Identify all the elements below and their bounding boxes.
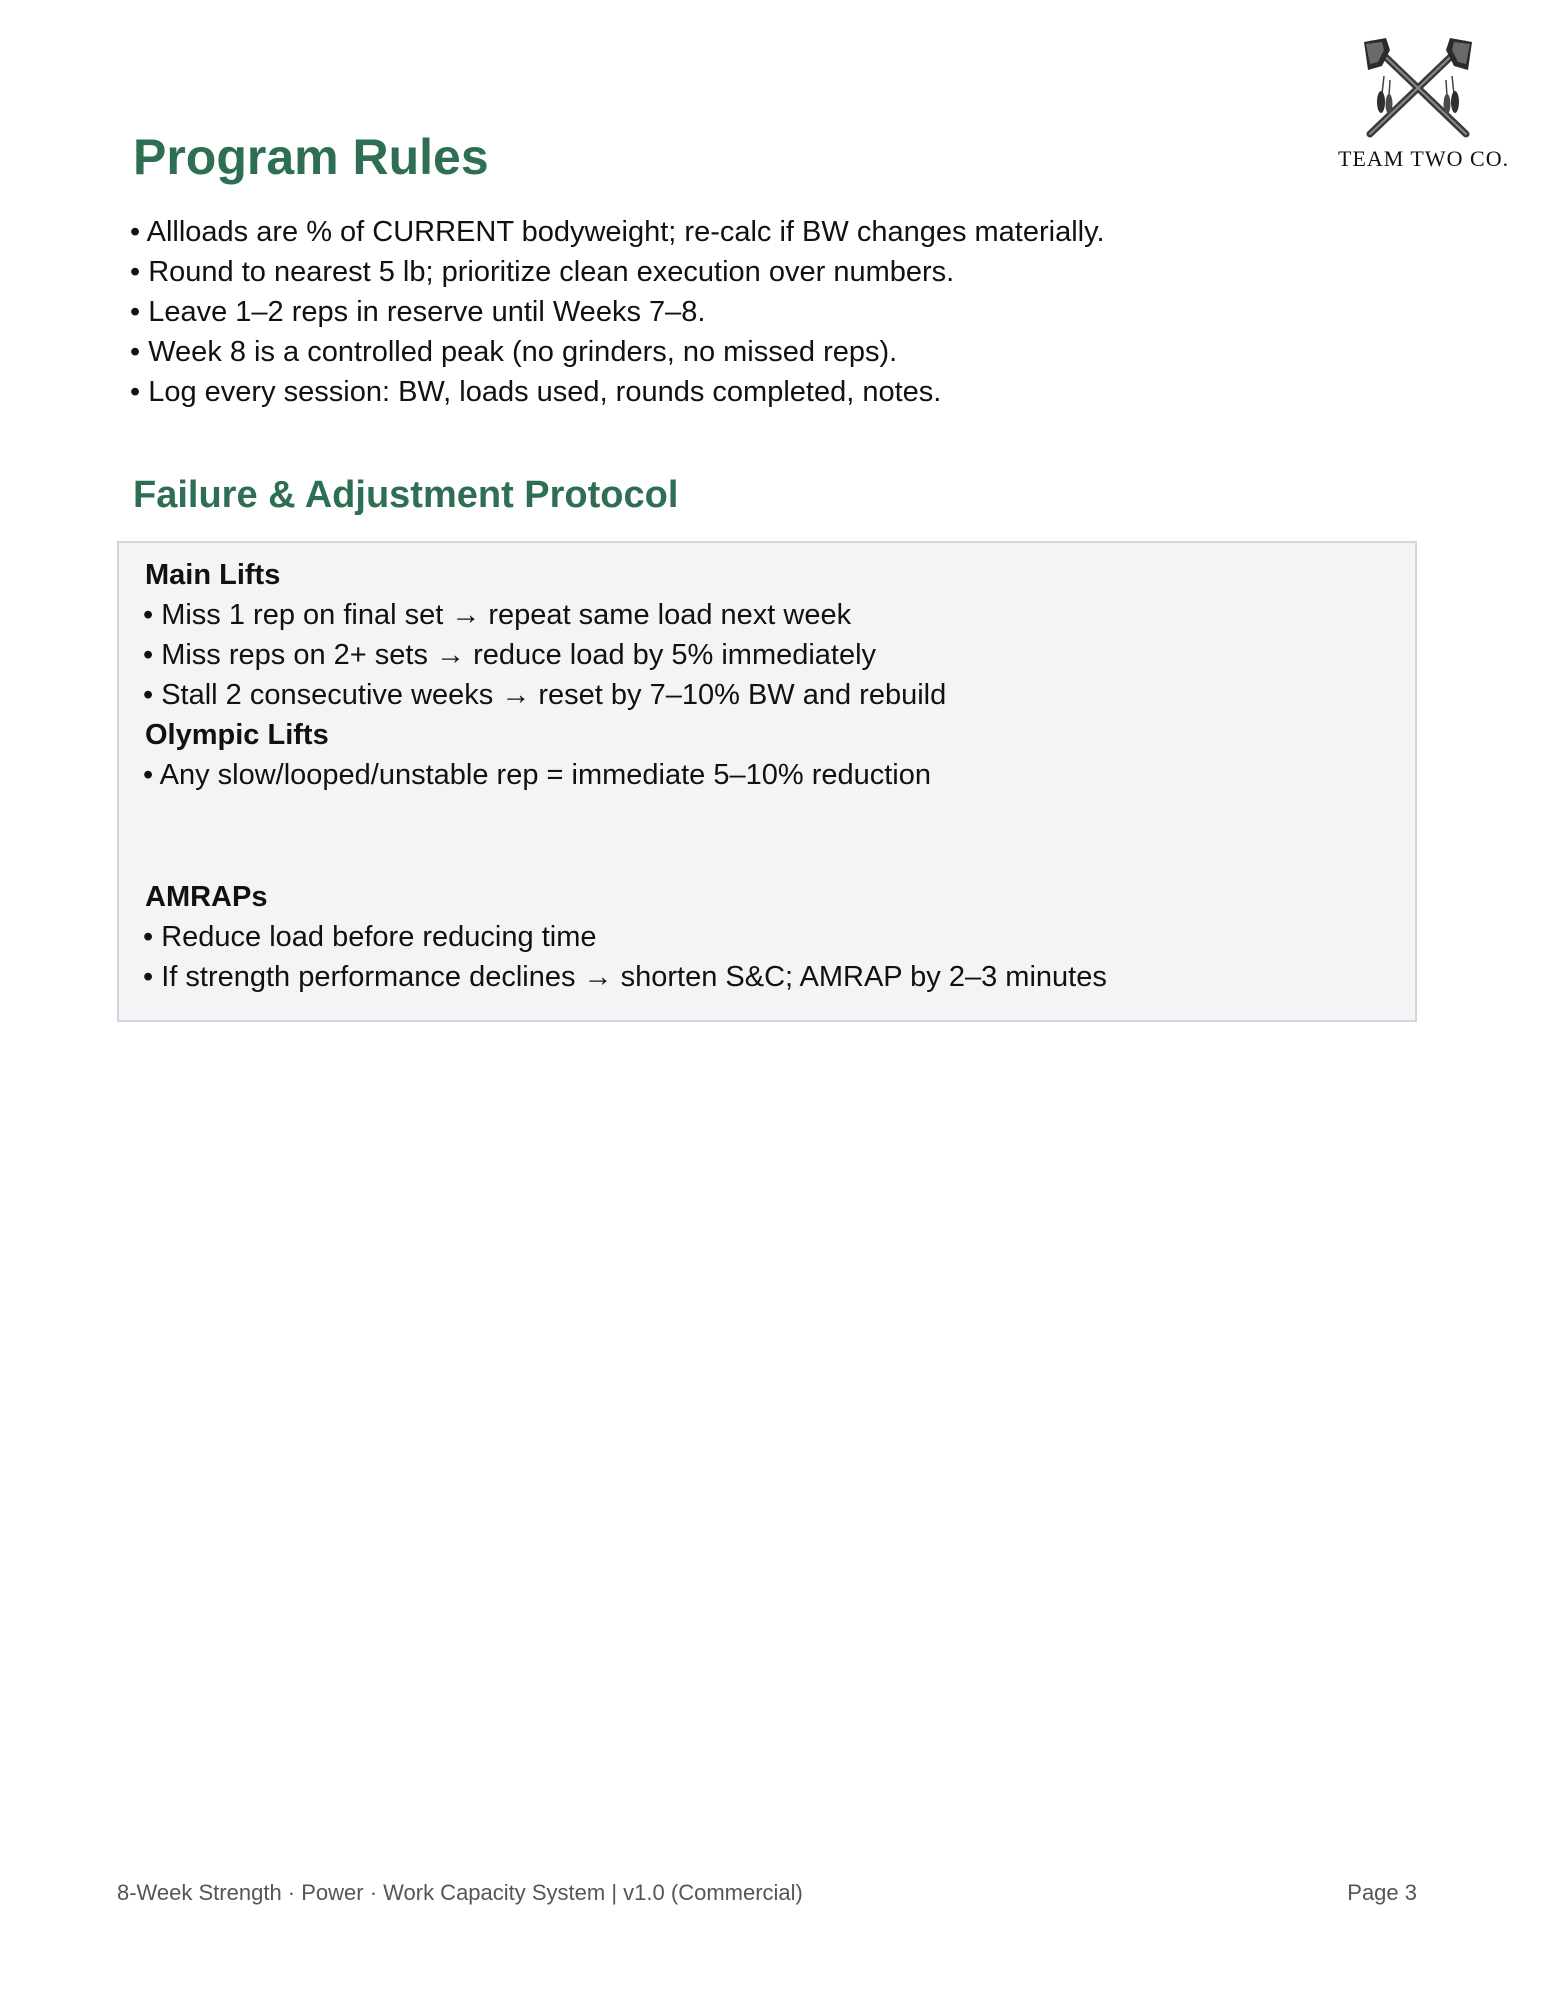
protocol-section-title: Failure & Adjustment Protocol <box>133 474 679 516</box>
protocol-item: • Stall 2 consecutive weeks → reset by 7–10% BW and rebuild <box>143 679 947 711</box>
amraps-list <box>143 917 1107 997</box>
protocol-item: • Reduce load before reducing time <box>143 921 597 953</box>
main-lifts-list <box>143 595 946 715</box>
protocol-item: • Miss reps on 2+ sets → reduce load by 5% immediately <box>143 639 877 671</box>
olympic-lifts-list <box>143 755 931 795</box>
rule-item: • Week 8 is a controlled peak (no grinders, no missed reps). <box>130 336 898 368</box>
logo-wordmark: TEAM TWO CO. <box>1338 146 1510 171</box>
olympic-lifts-heading: Olympic Lifts <box>145 719 329 751</box>
rule-item: • Log every session: BW, loads used, rounds completed, notes. <box>130 376 942 408</box>
page-title: Program Rules <box>133 129 489 185</box>
protocol-item: • Any slow/looped/unstable rep = immediate 5–10% reduction <box>143 759 931 791</box>
team-two-logo <box>1338 36 1510 176</box>
rule-item: • Leave 1–2 reps in reserve until Weeks 7–8. <box>130 296 706 328</box>
footer-document-title: 8-Week Strength · Power · Work Capacity System | v1.0 (Commercial) <box>117 1880 803 1905</box>
footer-page-number: Page 3 <box>1347 1880 1417 1905</box>
main-lifts-heading: Main Lifts <box>145 559 281 591</box>
protocol-item: • If strength performance declines → shorten S&C; AMRAP by 2–3 minutes <box>143 961 1107 993</box>
amraps-heading: AMRAPs <box>145 881 268 913</box>
protocol-item: • Miss 1 rep on final set → repeat same load next week <box>143 599 852 631</box>
program-rules-list <box>130 212 1105 412</box>
crossed-tomahawks-icon <box>1356 36 1480 142</box>
protocol-box <box>117 541 1417 1022</box>
rule-item: • Round to nearest 5 lb; prioritize clean execution over numbers. <box>130 256 955 288</box>
rule-item: • Allloads are % of CURRENT bodyweight; re-calc if BW changes materially. <box>130 216 1105 248</box>
